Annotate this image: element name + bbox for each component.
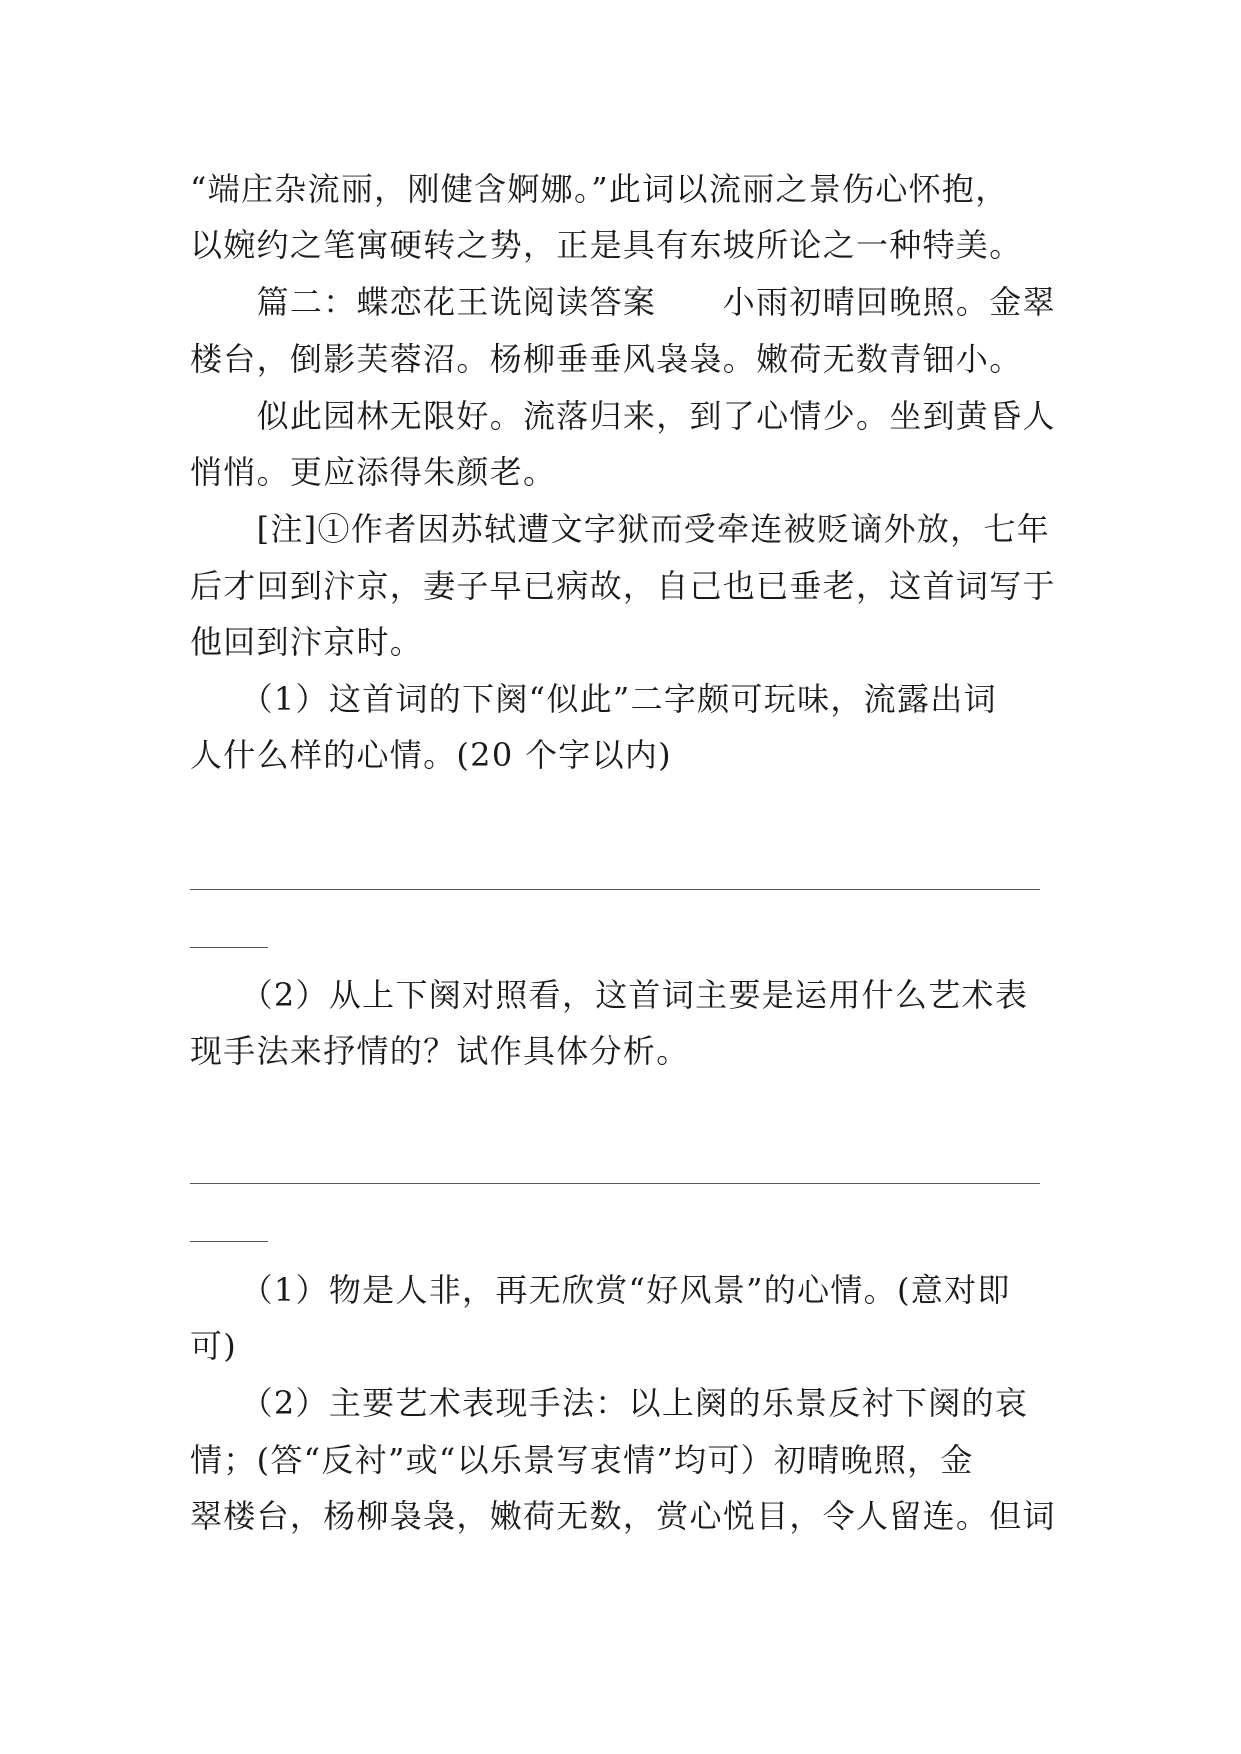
text-line: （1）这首词的下阕“似此”二字颇可玩味，流露出词 [190, 680, 997, 718]
text-line: “端庄杂流丽，刚健含婀娜。”此词以流丽之景伤心怀抱， [190, 170, 1009, 208]
text-line: 他回到汴京时。 [190, 623, 424, 661]
text-line: 翠楼台，杨柳袅袅，嫩荷无数，赏心悦目，令人留连。但词 [190, 1497, 1056, 1535]
text-line: 可) [190, 1327, 238, 1365]
text-line: 篇二：蝶恋花王诜阅读答案 小雨初晴回晚照。金翠 [190, 283, 1056, 321]
text-line: （1）物是人非，再无欣赏“好风景”的心情。(意对即 [190, 1271, 1011, 1309]
answer-blank-line [190, 889, 1040, 890]
answer-blank-line [190, 1183, 1040, 1184]
text-line: [注]①作者因苏轼遭文字狱而受牵连被贬谪外放，七年 [190, 510, 1051, 548]
text-line: 悄悄。更应添得朱颜老。 [190, 453, 557, 491]
text-line: 似此园林无限好。流落归来，到了心情少。坐到黄昏人 [190, 397, 1056, 435]
text-line: 现手法来抒情的？试作具体分析。 [190, 1032, 690, 1070]
answer-blank-line [190, 947, 268, 948]
text-line: （2）从上下阕对照看，这首词主要是运用什么艺术表 [190, 976, 1029, 1014]
text-line: 情；(答“反衬”或“以乐景写衷情”均可）初晴晚照，金 [190, 1441, 974, 1479]
text-line: 人什么样的心情。(20 个字以内) [190, 736, 672, 774]
text-line: 楼台，倒影芙蓉沼。杨柳垂垂风袅袅。嫩荷无数青钿小。 [190, 340, 1023, 378]
text-line: （2）主要艺术表现手法：以上阕的乐景反衬下阕的哀 [190, 1384, 1029, 1422]
text-line: 以婉约之笔寓硬转之势，正是具有东坡所论之一种特美。 [190, 226, 1023, 264]
answer-blank-line [190, 1241, 268, 1242]
text-line: 后才回到汴京，妻子早已病故，自己也已垂老，这首词写于 [190, 567, 1056, 605]
